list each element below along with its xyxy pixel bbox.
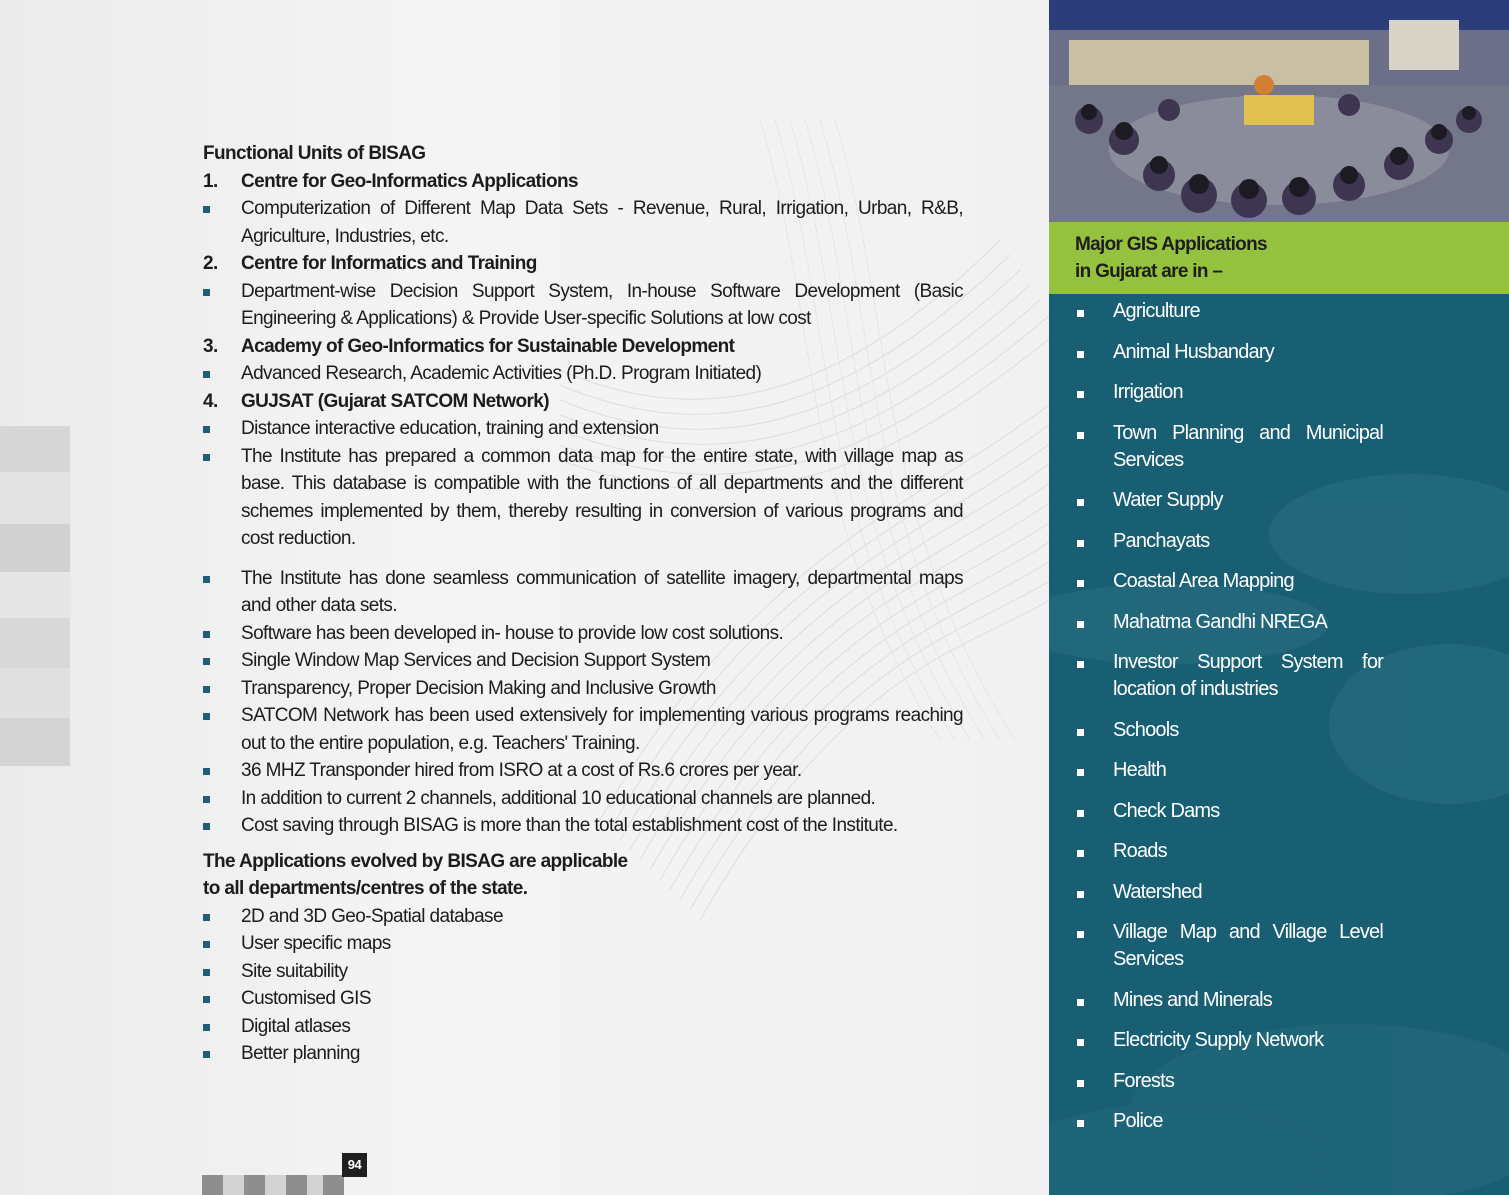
list-item: Software has been developed in- house to provide low cost solutions.	[203, 620, 963, 648]
square-bullet-icon	[203, 371, 210, 378]
square-bullet-icon	[1077, 769, 1084, 776]
square-bullet-icon	[203, 426, 210, 433]
square-bullet-icon	[1077, 1080, 1084, 1087]
unit-title: 2. Centre for Informatics and Training	[203, 250, 963, 278]
square-bullet-icon	[1077, 391, 1084, 398]
square-bullet-icon	[1077, 1120, 1084, 1127]
list-item: Irrigation	[1073, 379, 1383, 406]
list-item: Agriculture	[1073, 298, 1383, 325]
list-item: Site suitability	[203, 958, 963, 986]
square-bullet-icon	[1077, 999, 1084, 1006]
applications-title-bar	[1049, 222, 1509, 294]
square-bullet-icon	[1077, 310, 1084, 317]
spacer	[203, 840, 963, 848]
unit-title: 1. Centre for Geo-Informatics Applications	[203, 168, 963, 196]
square-bullet-icon	[1077, 931, 1084, 938]
square-bullet-icon	[203, 631, 210, 638]
list-item: Village Map and Village Level Services	[1073, 919, 1383, 973]
classroom-photo	[1049, 0, 1509, 222]
square-bullet-icon	[1077, 850, 1084, 857]
square-bullet-icon	[203, 658, 210, 665]
list-item: Water Supply	[1073, 487, 1383, 514]
list-item: Investor Support System for location of industries	[1073, 649, 1383, 703]
square-bullet-icon	[1077, 891, 1084, 898]
square-bullet-icon	[203, 914, 210, 921]
list-item: Coastal Area Mapping	[1073, 568, 1383, 595]
list-item: In addition to current 2 channels, additional 10 educational channels are planned.	[203, 785, 963, 813]
square-bullet-icon	[1077, 1039, 1084, 1046]
list-item: Watershed	[1073, 879, 1383, 906]
square-bullet-icon	[1077, 621, 1084, 628]
square-bullet-icon	[1077, 580, 1084, 587]
spacer	[203, 553, 963, 565]
square-bullet-icon	[203, 796, 210, 803]
list-item: Mahatma Gandhi NREGA	[1073, 609, 1383, 636]
square-bullet-icon	[203, 713, 210, 720]
unit-number: 2.	[203, 253, 218, 274]
applications-title-line1: Major GIS Applications	[1075, 234, 1267, 255]
functional-units-heading: Functional Units of BISAG	[203, 143, 426, 164]
main-text-column	[203, 140, 963, 1068]
page-number: 94	[342, 1153, 367, 1177]
square-bullet-icon	[203, 1024, 210, 1031]
applications-title-line2: in Gujarat are in –	[1075, 261, 1223, 282]
square-bullet-icon	[203, 206, 210, 213]
list-item: Schools	[1073, 717, 1383, 744]
side-gray-strip	[0, 426, 70, 766]
list-item: Cost saving through BISAG is more than the total establishment cost of the Institute.	[203, 812, 963, 840]
square-bullet-icon	[203, 686, 210, 693]
list-item: Animal Husbandary	[1073, 339, 1383, 366]
square-bullet-icon	[203, 823, 210, 830]
square-bullet-icon	[1077, 810, 1084, 817]
square-bullet-icon	[203, 941, 210, 948]
square-bullet-icon	[1077, 351, 1084, 358]
list-item: Town Planning and Municipal Services	[1073, 420, 1383, 474]
square-bullet-icon	[203, 289, 210, 296]
list-item: Customised GIS	[203, 985, 963, 1013]
list-item: Digital atlases	[203, 1013, 963, 1041]
square-bullet-icon	[1077, 661, 1084, 668]
unit-number: 4.	[203, 390, 218, 412]
list-item: Roads	[1073, 838, 1383, 865]
applications-heading: The Applications evolved by BISAG are applicable to all departments/centres of the state.	[203, 850, 628, 899]
square-bullet-icon	[203, 576, 210, 583]
list-item: Check Dams	[1073, 798, 1383, 825]
right-panel	[1049, 0, 1509, 1195]
list-item: The Institute has done seamless communication of satellite imagery, departmental maps and other data sets.	[203, 565, 963, 620]
unit-title: 3. Academy of Geo-Informatics for Sustainable Development	[203, 333, 963, 361]
unit-number: 3.	[203, 335, 218, 357]
square-bullet-icon	[203, 1051, 210, 1058]
square-bullet-icon	[1077, 729, 1084, 736]
list-item: Department-wise Decision Support System, In-house Software Development (Basic Engineering & Applications) & Provide User-specific Solutions at low cost	[203, 278, 963, 333]
square-bullet-icon	[203, 768, 210, 775]
square-bullet-icon	[1077, 432, 1084, 439]
unit-title: 4. GUJSAT (Gujarat SATCOM Network)	[203, 388, 963, 416]
list-item: Better planning	[203, 1040, 963, 1068]
list-item: Forests	[1073, 1068, 1383, 1095]
gis-applications-list	[1073, 298, 1383, 1149]
square-bullet-icon	[1077, 499, 1084, 506]
list-item: Computerization of Different Map Data Sets - Revenue, Rural, Irrigation, Urban, R&B, Agriculture, Industries, etc.	[203, 195, 963, 250]
square-bullet-icon	[203, 454, 210, 461]
list-item: Transparency, Proper Decision Making and Inclusive Growth	[203, 675, 963, 703]
list-item: Police	[1073, 1108, 1383, 1135]
list-item: 36 MHZ Transponder hired from ISRO at a cost of Rs.6 crores per year.	[203, 757, 963, 785]
list-item: Single Window Map Services and Decision Support System	[203, 647, 963, 675]
footer-decorative-blocks	[202, 1175, 344, 1195]
list-item: Panchayats	[1073, 528, 1383, 555]
list-item: Electricity Supply Network	[1073, 1027, 1383, 1054]
list-item: Health	[1073, 757, 1383, 784]
unit-number: 1.	[203, 170, 218, 192]
list-item: SATCOM Network has been used extensively for implementing various programs reaching out to the entire population, e.g. Teachers' Training.	[203, 702, 963, 757]
list-item: Distance interactive education, training and extension	[203, 415, 963, 443]
list-item: 2D and 3D Geo-Spatial database	[203, 903, 963, 931]
square-bullet-icon	[1077, 540, 1084, 547]
square-bullet-icon	[203, 996, 210, 1003]
list-item: Mines and Minerals	[1073, 987, 1383, 1014]
list-item: User specific maps	[203, 930, 963, 958]
list-item: The Institute has prepared a common data map for the entire state, with village map as base. This database is compatible with the functions of all departments and the different schemes implemented by them, thereby resulting in conversion of various programs and cost reduction.	[203, 443, 963, 553]
square-bullet-icon	[203, 969, 210, 976]
list-item: Advanced Research, Academic Activities (Ph.D. Program Initiated)	[203, 360, 963, 388]
